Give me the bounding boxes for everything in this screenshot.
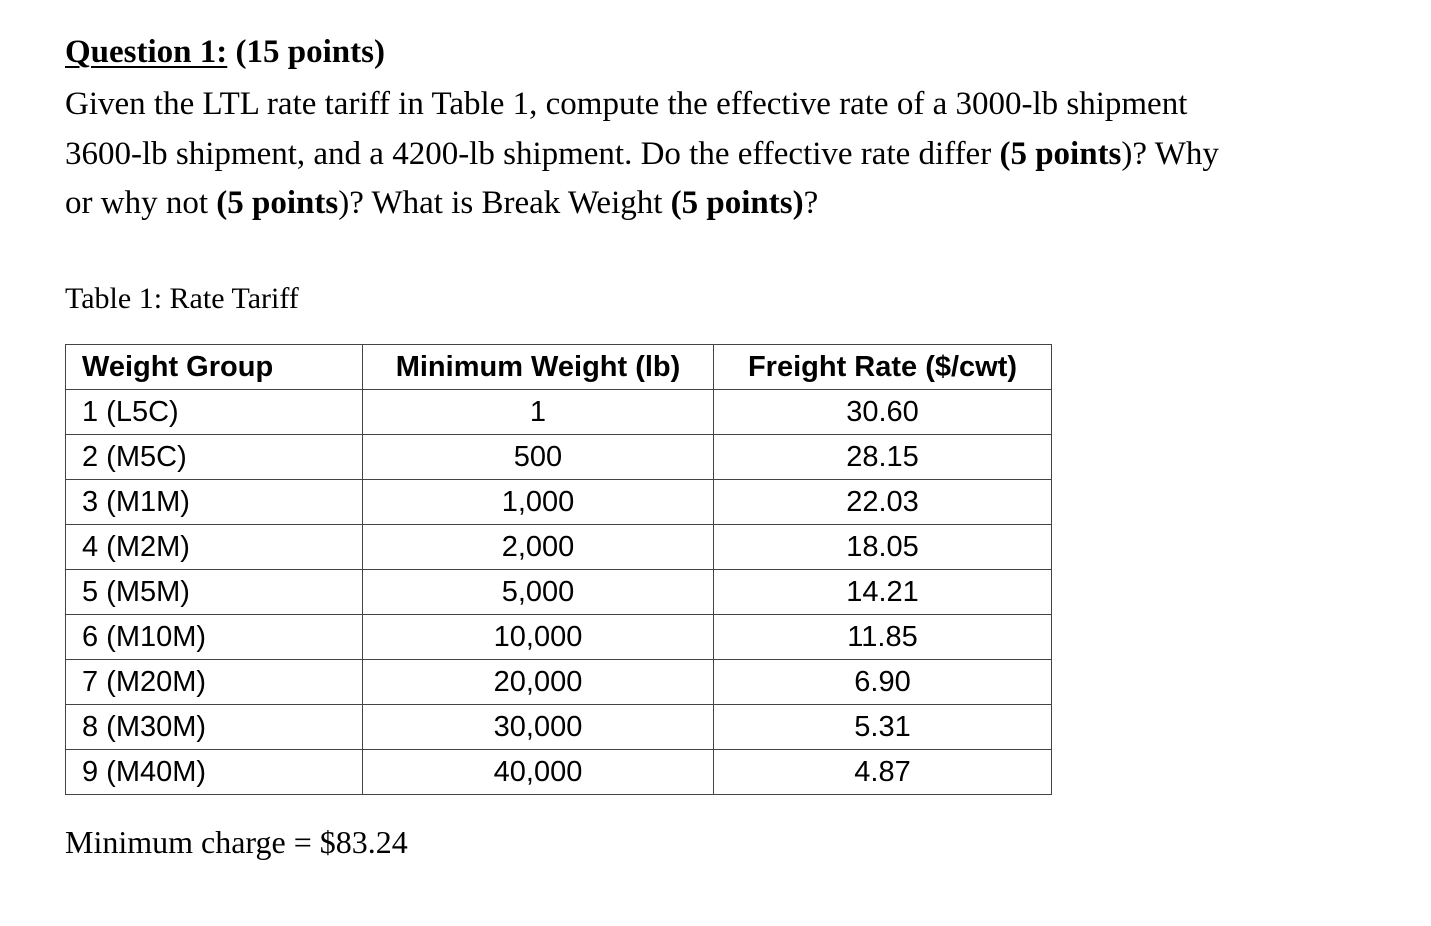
- cell-freight-rate: 22.03: [714, 480, 1052, 525]
- question-line-2-suffix: )? Why: [1121, 135, 1219, 172]
- table-row: [66, 390, 1052, 435]
- table-row: [66, 660, 1052, 705]
- table-header-row: [66, 345, 1052, 390]
- question-line-1: [65, 80, 1385, 130]
- question-line-2: [65, 130, 1385, 180]
- cell-minimum-weight: 2,000: [363, 525, 714, 570]
- table-caption: Table 1: Rate Tariff: [65, 282, 299, 315]
- table-row: [66, 525, 1052, 570]
- cell-freight-rate: 6.90: [714, 660, 1052, 705]
- cell-weight-group: 5 (M5M): [66, 570, 363, 615]
- cell-weight-group: 9 (M40M): [66, 750, 363, 795]
- question-text: [65, 80, 1385, 229]
- table-row: [66, 435, 1052, 480]
- cell-freight-rate: 5.31: [714, 705, 1052, 750]
- cell-weight-group: 1 (L5C): [66, 390, 363, 435]
- cell-weight-group: 3 (M1M): [66, 480, 363, 525]
- cell-weight-group: 7 (M20M): [66, 660, 363, 705]
- cell-freight-rate: 14.21: [714, 570, 1052, 615]
- cell-weight-group: 4 (M2M): [66, 525, 363, 570]
- question-line-2-bold: (5 points: [999, 135, 1122, 172]
- header-minimum-weight: Minimum Weight (lb): [363, 345, 714, 390]
- cell-freight-rate: 11.85: [714, 615, 1052, 660]
- question-line-3-mid: )? What is Break Weight: [338, 185, 671, 221]
- table-row: [66, 750, 1052, 795]
- cell-minimum-weight: 1,000: [363, 480, 714, 525]
- question-line-2-prefix: 3600-lb shipment, and a 4200-lb shipment. Do the effective rate differ: [65, 135, 1000, 172]
- question-line-3-bold-2: (5 points): [670, 185, 804, 221]
- table-row: [66, 705, 1052, 750]
- cell-minimum-weight: 5,000: [363, 570, 714, 615]
- table-row: [66, 480, 1052, 525]
- cell-minimum-weight: 40,000: [363, 750, 714, 795]
- question-points: (15 points): [235, 34, 385, 70]
- minimum-charge-note: Minimum charge = $83.24: [65, 824, 408, 860]
- table-row: [66, 570, 1052, 615]
- cell-weight-group: 8 (M30M): [66, 705, 363, 750]
- cell-minimum-weight: 20,000: [363, 660, 714, 705]
- cell-weight-group: 6 (M10M): [66, 615, 363, 660]
- cell-freight-rate: 28.15: [714, 435, 1052, 480]
- question-label: Question 1:: [65, 34, 228, 70]
- rate-tariff-table: [65, 344, 1052, 795]
- header-freight-rate: Freight Rate ($/cwt): [714, 345, 1052, 390]
- header-weight-group: Weight Group: [66, 345, 363, 390]
- cell-minimum-weight: 500: [363, 435, 714, 480]
- cell-minimum-weight: 10,000: [363, 615, 714, 660]
- question-line-3-suffix: ?: [803, 185, 819, 221]
- cell-weight-group: 2 (M5C): [66, 435, 363, 480]
- cell-freight-rate: 30.60: [714, 390, 1052, 435]
- cell-minimum-weight: 30,000: [363, 705, 714, 750]
- cell-minimum-weight: 1: [363, 390, 714, 435]
- cell-freight-rate: 18.05: [714, 525, 1052, 570]
- question-line-3: [65, 179, 1385, 229]
- question-line-3-bold-1: (5 points: [216, 185, 339, 221]
- question-line-3-prefix: or why not: [65, 185, 217, 221]
- cell-freight-rate: 4.87: [714, 750, 1052, 795]
- table-row: [66, 615, 1052, 660]
- question-line-1-text: Given the LTL rate tariff in Table 1, compute the effective rate of a 3000-lb shipment: [65, 86, 1188, 122]
- question-heading: [65, 30, 385, 74]
